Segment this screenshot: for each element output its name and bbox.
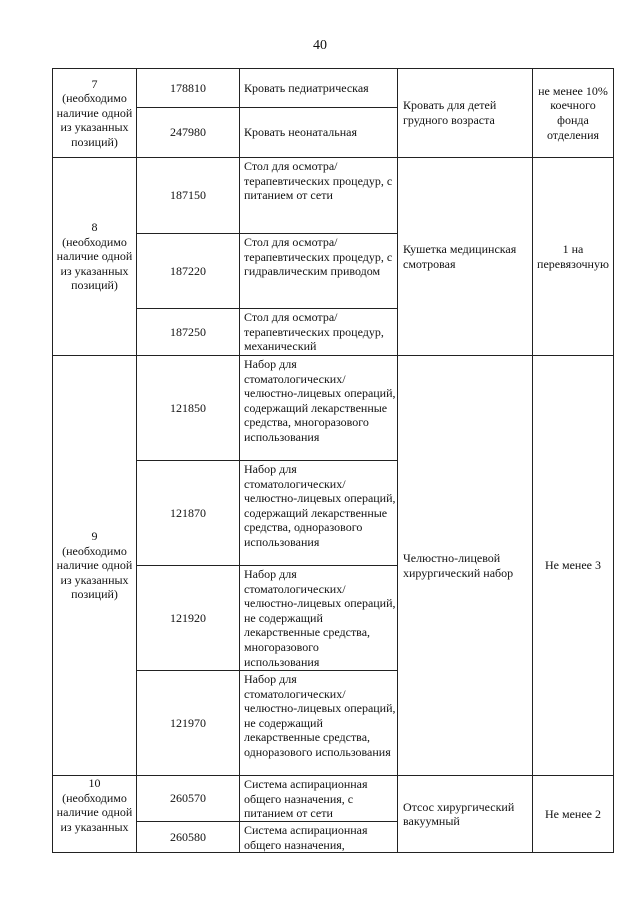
group-note: (необходимо наличие одной из указанных позиций): [56, 91, 133, 149]
requirement-cell: не менее 10% коечного фонда отделения: [533, 69, 614, 158]
code-cell: 121850: [137, 356, 240, 461]
type-cell: Кушетка медицинская смотровая: [398, 158, 533, 356]
name-cell: Система аспирационная общего назначения,: [240, 822, 398, 853]
group-number-cell: [53, 69, 137, 158]
code-cell: 121970: [137, 671, 240, 776]
group-number: 9: [91, 529, 98, 544]
name-cell: Кровать педиатрическая: [240, 69, 398, 108]
code-cell: 178810: [137, 69, 240, 108]
type-cell: Кровать для детей грудного возраста: [398, 69, 533, 158]
table-row: [53, 776, 614, 822]
group-number: 8: [91, 220, 98, 235]
group-number-cell: [53, 776, 137, 853]
name-cell: Система аспирационная общего назначения, с питанием от сети: [240, 776, 398, 822]
requirement-cell: 1 на перевязочную: [533, 158, 614, 356]
group-number: 10: [88, 776, 101, 790]
code-cell: 187250: [137, 309, 240, 356]
type-cell: Отсос хирургический вакуумный: [398, 776, 533, 853]
name-cell: Набор для стоматологических/ челюстно-лицевых операций, не содержащий лекарственные средства, многоразового использования: [240, 566, 398, 671]
code-cell: 247980: [137, 108, 240, 158]
code-cell: 121920: [137, 566, 240, 671]
code-cell: 260570: [137, 776, 240, 822]
equipment-table: [52, 68, 614, 853]
name-cell: Набор для стоматологических/ челюстно-лицевых операций, содержащий лекарственные средства, многоразового использования: [240, 356, 398, 461]
group-number-cell: [53, 158, 137, 356]
name-cell: Набор для стоматологических/ челюстно-лицевых операций, содержащий лекарственные средства, одноразового использования: [240, 461, 398, 566]
code-cell: 260580: [137, 822, 240, 853]
code-cell: 187150: [137, 158, 240, 234]
name-cell: Стол для осмотра/ терапевтических процедур, с гидравлическим приводом: [240, 234, 398, 309]
name-cell: Набор для стоматологических/ челюстно-лицевых операций, не содержащий лекарственные средства, одноразового использования: [240, 671, 398, 776]
group-number: 7: [91, 76, 98, 91]
page-number: 40: [313, 38, 327, 53]
code-cell: 121870: [137, 461, 240, 566]
group-note: (необходимо наличие одной из указанных позиций): [56, 234, 133, 293]
type-cell: Челюстно-лицевой хирургический набор: [398, 356, 533, 776]
table-row: [53, 158, 614, 234]
requirement-cell: Не менее 3: [533, 356, 614, 776]
table-row: [53, 356, 614, 461]
name-cell: Стол для осмотра/ терапевтических процедур, с питанием от сети: [240, 158, 398, 234]
name-cell: Стол для осмотра/ терапевтических процедур, механический: [240, 309, 398, 356]
requirement-cell: Не менее 2: [533, 776, 614, 853]
name-cell: Кровать неонатальная: [240, 108, 398, 158]
group-note: (необходимо наличие одной из указанных: [56, 790, 133, 834]
group-note: (необходимо наличие одной из указанных позиций): [56, 543, 133, 602]
code-cell: 187220: [137, 234, 240, 309]
group-number-cell: [53, 356, 137, 776]
table-row: [53, 69, 614, 108]
